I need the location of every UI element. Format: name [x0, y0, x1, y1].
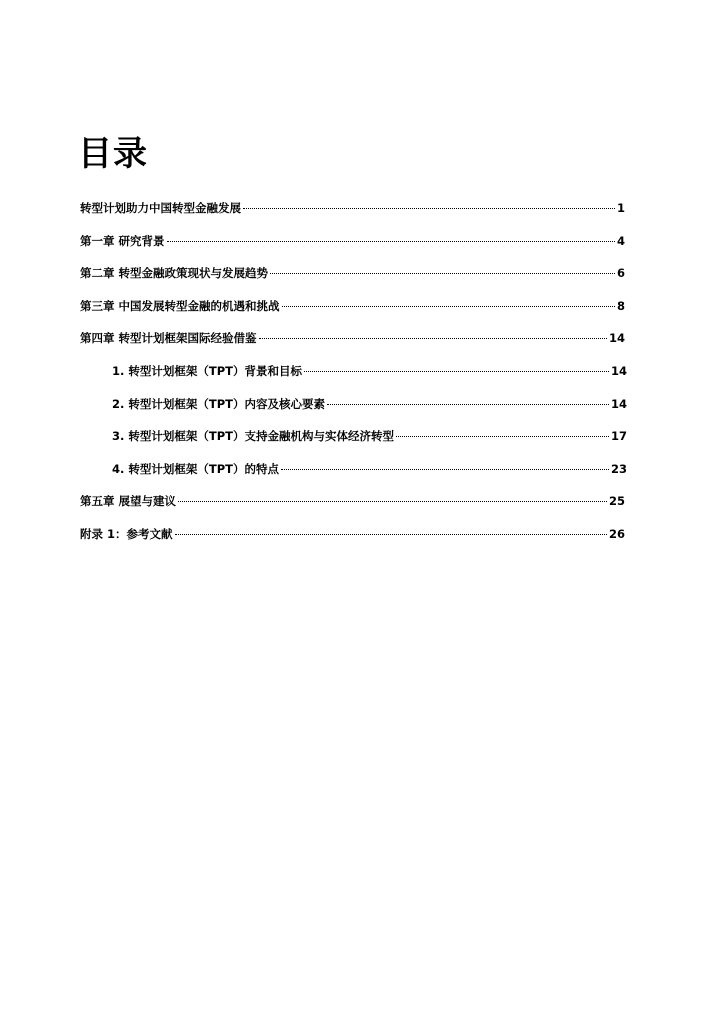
dot-leader: [281, 469, 609, 470]
toc-entry-page: 17: [610, 429, 627, 444]
toc-entry-page: 25: [608, 494, 625, 509]
toc-entry[interactable]: [0, 294, 724, 327]
toc-entry-page: 26: [608, 526, 625, 541]
toc-entry-label: 第三章 中国发展转型金融的机遇和挑战: [80, 298, 280, 313]
toc-subentry[interactable]: [0, 392, 724, 425]
toc-entry-page: 14: [608, 331, 625, 346]
table-of-contents: [0, 196, 724, 555]
toc-title: 目录: [78, 134, 148, 174]
toc-entry-page: 14: [610, 396, 627, 411]
dot-leader: [304, 371, 609, 372]
toc-entry[interactable]: [0, 326, 724, 359]
dot-leader: [327, 404, 609, 405]
toc-subentry[interactable]: [0, 359, 724, 392]
dot-leader: [175, 534, 607, 535]
toc-subentry[interactable]: [0, 457, 724, 490]
dot-leader: [178, 501, 607, 502]
toc-entry-page: 23: [610, 461, 627, 476]
toc-entry-label: 3. 转型计划框架（TPT）支持金融机构与实体经济转型: [112, 429, 394, 444]
toc-entry[interactable]: [0, 489, 724, 522]
dot-leader: [243, 208, 615, 209]
toc-entry-page: 6: [616, 266, 625, 281]
dot-leader: [396, 436, 609, 437]
dot-leader: [167, 241, 615, 242]
dot-leader: [270, 273, 615, 274]
toc-entry-page: 1: [616, 201, 625, 215]
toc-entry[interactable]: [0, 196, 724, 229]
toc-entry-label: 2. 转型计划框架（TPT）内容及核心要素: [112, 396, 325, 411]
toc-entry[interactable]: [0, 261, 724, 294]
dot-leader: [282, 306, 615, 307]
toc-entry-page: 4: [616, 233, 625, 248]
toc-entry-label: 第二章 转型金融政策现状与发展趋势: [80, 266, 269, 281]
toc-entry-label: 1. 转型计划框架（TPT）背景和目标: [112, 363, 302, 378]
toc-entry-page: 8: [616, 298, 625, 313]
toc-entry[interactable]: [0, 522, 724, 555]
toc-entry-label: 第一章 研究背景: [80, 233, 165, 248]
toc-entry-label: 附录 1：参考文献: [80, 526, 173, 541]
toc-entry-label: 4. 转型计划框架（TPT）的特点: [112, 461, 279, 476]
toc-entry-page: 14: [610, 363, 627, 378]
toc-entry-label: 第四章 转型计划框架国际经验借鉴: [80, 331, 257, 346]
dot-leader: [259, 338, 607, 339]
toc-subentry[interactable]: [0, 424, 724, 457]
toc-entry[interactable]: [0, 229, 724, 262]
toc-entry-label: 第五章 展望与建议: [80, 494, 177, 509]
toc-entry-label: 转型计划助力中国转型金融发展: [80, 201, 241, 215]
